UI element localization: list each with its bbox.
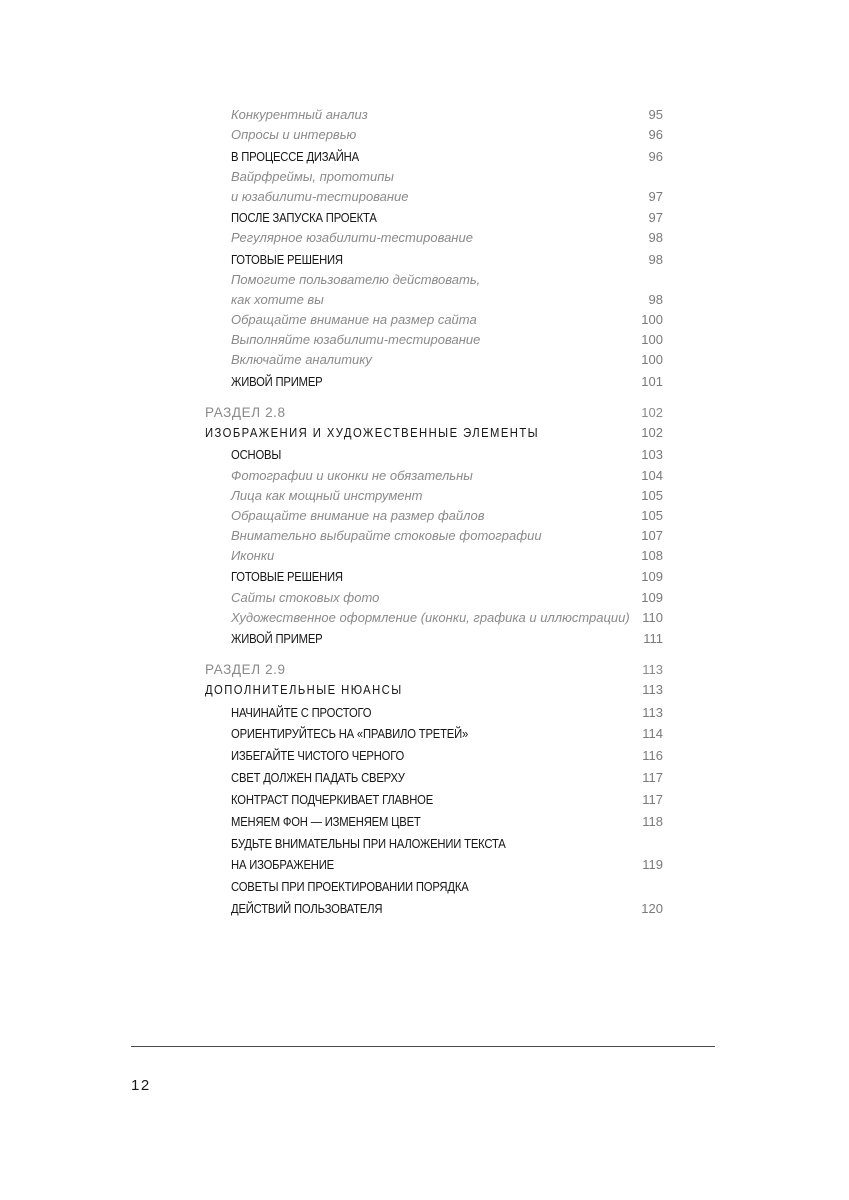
toc-entry-title: ГОТОВЫЕ РЕШЕНИЯ [231,253,343,267]
toc-subheading [0,746,849,766]
toc-page-number: 105 [641,488,663,503]
toc-entry-title: ДЕЙСТВИЙ ПОЛЬЗОВАТЕЛЯ [231,902,383,916]
toc-entry-title: Фотографии и иконки не обязательны [231,468,473,483]
toc-page-number: 113 [642,705,663,720]
toc-subheading [0,567,849,587]
toc-page-number: 100 [641,312,663,327]
toc-page-number: 96 [648,149,663,164]
toc-subheading [0,703,849,723]
toc-entry-italic [0,546,849,566]
toc-page-number: 117 [642,792,663,807]
toc-page-number: 100 [641,352,663,367]
toc-subheading [0,812,849,832]
toc-entry-title: ИЗОБРАЖЕНИЯ И ХУДОЖЕСТВЕННЫЕ ЭЛЕМЕНТЫ [205,426,540,440]
toc-page-number: 104 [641,468,663,483]
toc-page-number: 102 [641,405,663,420]
toc-page-number: 108 [641,548,663,563]
toc-page-number: 116 [642,748,663,763]
toc-page-number: 114 [642,726,663,741]
toc-entry-italic [0,228,849,248]
toc-entry-title: Вайрфреймы, прототипы [231,169,394,184]
toc-entry-title: В ПРОЦЕССЕ ДИЗАЙНА [231,150,359,164]
toc-entry-italic [0,486,849,506]
toc-entry-italic [0,105,849,125]
toc-subheading [0,147,849,167]
toc-entry-title: РАЗДЕЛ 2.8 [205,405,286,420]
toc-page-number: 113 [642,662,663,677]
toc-section-label [0,660,849,680]
toc-entry-title: Выполняйте юзабилити-тестирование [231,332,481,347]
toc-page-number: 113 [642,682,663,697]
toc-entry-title: Опросы и интервью [231,127,357,142]
toc-page-number: 100 [641,332,663,347]
toc-page-number: 107 [641,528,663,543]
toc-subheading [0,372,849,392]
toc-page-number: 118 [642,814,663,829]
toc-page-number: 101 [641,374,663,389]
toc-entry-title: Обращайте внимание на размер сайта [231,312,477,327]
toc-entry-title: ОСНОВЫ [231,448,282,462]
toc-entry-italic [0,526,849,546]
toc-entry-title: Помогите пользователю действовать, [231,272,481,287]
page-number: 12 [131,1077,151,1094]
toc-page-number: 120 [641,901,663,916]
toc-page-number: 119 [642,857,663,872]
toc-subheading [0,724,849,744]
toc-entry-italic [0,310,849,330]
toc-entry-title: ОРИЕНТИРУЙТЕСЬ НА «ПРАВИЛО ТРЕТЕЙ» [231,727,469,741]
toc-subheading [0,250,849,270]
toc-subheading [0,768,849,788]
toc-subheading [0,877,849,897]
toc-entry-italic [0,588,849,608]
toc-entry-title: Сайты стоковых фото [231,590,380,605]
toc-entry-italic [0,167,849,187]
toc-entry-title: ДОПОЛНИТЕЛЬНЫЕ НЮАНСЫ [205,683,403,697]
toc-entry-italic [0,350,849,370]
toc-entry-title: как хотите вы [231,292,324,307]
toc-page-number: 111 [643,631,663,646]
toc-page-number: 102 [641,425,663,440]
toc-entry-title: Внимательно выбирайте стоковые фотографии [231,528,542,543]
toc-page-number: 97 [648,210,663,225]
toc-entry-italic [0,466,849,486]
toc-entry-title: БУДЬТЕ ВНИМАТЕЛЬНЫ ПРИ НАЛОЖЕНИИ ТЕКСТА [231,837,506,851]
toc-page-number: 98 [648,252,663,267]
toc-entry-title: ЖИВОЙ ПРИМЕР [231,632,323,646]
toc-subheading [0,445,849,465]
toc-entry-title: Включайте аналитику [231,352,372,367]
toc-entry-title: Художественное оформление (иконки, графика и иллюстрации) [231,610,630,625]
toc-page-number: 109 [641,590,663,605]
toc-subheading [0,834,849,854]
toc-subheading [0,208,849,228]
toc-entry-title: НАЧИНАЙТЕ С ПРОСТОГО [231,706,372,720]
toc-chapter-heading [0,680,849,700]
toc-entry-title: ИЗБЕГАЙТЕ ЧИСТОГО ЧЕРНОГО [231,749,405,763]
toc-entry-title: Конкурентный анализ [231,107,368,122]
toc-page-number: 95 [648,107,663,122]
toc-page-number: 98 [648,292,663,307]
toc-entry-title: ПОСЛЕ ЗАПУСКА ПРОЕКТА [231,211,377,225]
toc-subheading [0,855,849,875]
toc-entry-title: НА ИЗОБРАЖЕНИЕ [231,858,334,872]
toc-entry-italic [0,330,849,350]
toc-entry-title: СВЕТ ДОЛЖЕН ПАДАТЬ СВЕРХУ [231,771,405,785]
toc-entry-title: СОВЕТЫ ПРИ ПРОЕКТИРОВАНИИ ПОРЯДКА [231,880,469,894]
toc-subheading [0,629,849,649]
toc-page-number: 97 [648,189,663,204]
toc-entry-title: Лица как мощный инструмент [231,488,423,503]
toc-entry-italic [0,506,849,526]
toc-page-number: 117 [642,770,663,785]
toc-entry-italic [0,290,849,310]
toc-entry-title: КОНТРАСТ ПОДЧЕРКИВАЕТ ГЛАВНОЕ [231,793,434,807]
toc-entry-title: ГОТОВЫЕ РЕШЕНИЯ [231,570,343,584]
toc-page-number: 98 [648,230,663,245]
toc-entry-italic [0,270,849,290]
toc-page-number: 105 [641,508,663,523]
toc-entry-title: Обращайте внимание на размер файлов [231,508,485,523]
toc-entry-title: Регулярное юзабилити-тестирование [231,230,473,245]
toc-page-number: 110 [642,610,663,625]
footer-rule [131,1046,715,1047]
toc-entry-title: и юзабилити-тестирование [231,189,409,204]
toc-page-number: 96 [648,127,663,142]
toc-entry-italic [0,608,849,628]
toc-page-number: 109 [641,569,663,584]
toc-entry-title: ЖИВОЙ ПРИМЕР [231,375,323,389]
toc-entry-title: Иконки [231,548,275,563]
toc-chapter-heading [0,423,849,443]
toc-entry-title: РАЗДЕЛ 2.9 [205,662,286,677]
toc-entry-italic [0,125,849,145]
toc-entry-title: МЕНЯЕМ ФОН — ИЗМЕНЯЕМ ЦВЕТ [231,815,421,829]
toc-subheading [0,790,849,810]
toc-section-label [0,403,849,423]
toc-subheading [0,899,849,919]
toc-entry-italic [0,187,849,207]
toc-page-number: 103 [641,447,663,462]
